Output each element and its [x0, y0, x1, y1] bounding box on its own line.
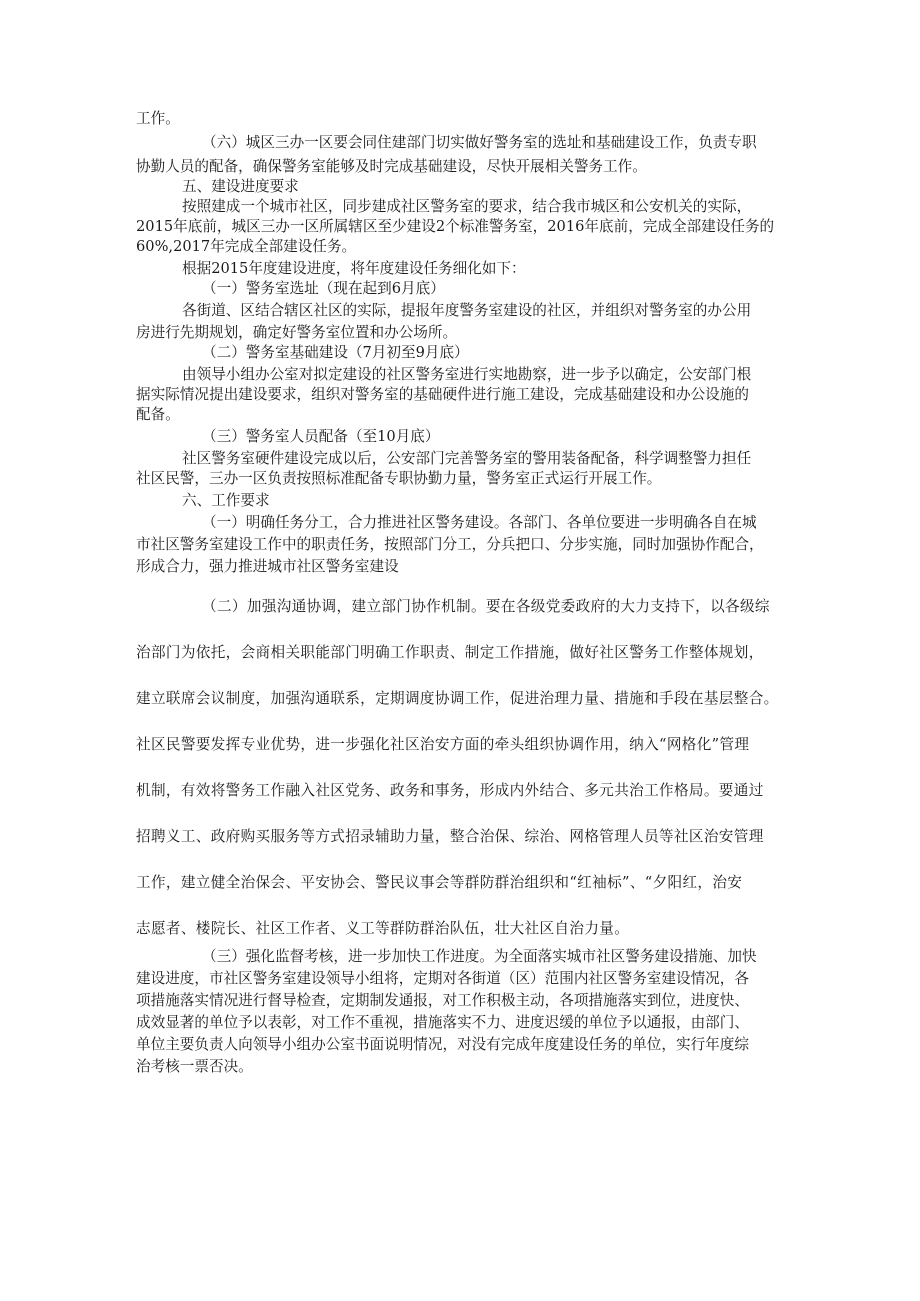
text-line: 机制，有效将警务工作融入社区党务、政务和事务，形成内外结合、多元共治工作格局。要通过 — [136, 782, 764, 799]
text-line: 形成合力，强力推进城市社区警务室建设 — [136, 558, 399, 575]
text-line: 成效显著的单位予以表彰，对工作不重视，措施落实不力、进度迟缓的单位予以通报，由部门、 — [136, 1014, 749, 1031]
text-line: 招聘义工、政府购买服务等方式招录辅助力量，整合治保、综治、网格管理人员等社区治安管理 — [136, 828, 764, 845]
text-line: 房进行先期规划，确定好警务室位置和办公场所。 — [136, 324, 458, 341]
text-line: 协勤人员的配备，确保警务室能够及时完成基础建设，尽快开展相关警务工作。 — [136, 158, 647, 175]
text-line: （一）明确任务分工，合力推进社区警务建设。各部门、各单位要进一步明确各自在城 — [202, 514, 757, 531]
text-line: 60%,2017年完成全部建设任务。 — [136, 238, 357, 255]
section-heading: 六、工作要求 — [182, 492, 270, 509]
section-heading: 五、建设进度要求 — [182, 178, 299, 195]
text-line: 社区民警要发挥专业优势，进一步强化社区治安方面的牵头组织协调作用，纳入“网格化”管理 — [136, 736, 750, 753]
text-line: 按照建成一个城市社区，同步建成社区警务室的要求，结合我市城区和公安机关的实际， — [182, 198, 752, 215]
text-line: 社区警务室硬件建设完成以后，公安部门完善警务室的警用装备配备，科学调整警力担任 — [182, 450, 752, 467]
text-line: 市社区警务室建设工作中的职责任务，按照部门分工，分兵把口、分步实施，同时加强协作配合， — [136, 536, 764, 553]
text-line: 社区民警，三办一区负责按照标准配备专职协勤力量，警务室正式运行开展工作。 — [136, 470, 662, 487]
text-line: 由领导小组办公室对拟定建设的社区警务室进行实地勘察，进一步予以确定，公安部门根 — [182, 366, 752, 383]
text-line: （二）加强沟通协调，建立部门协作机制。要在各级党委政府的大力支持下，以各级综 — [202, 598, 770, 615]
subsection-heading: （二）警务室基础建设（7月初至9月底） — [202, 344, 469, 361]
text-line: 志愿者、楼院长、社区工作者、义工等群防群治队伍，壮大社区自治力量。 — [136, 920, 630, 937]
subsection-heading: （三）警务室人员配备（至10月底） — [202, 428, 440, 445]
text-line: 据实际情况提出建设要求，组织对警务室的基础硬件进行施工建设，完成基础建设和办公设施的 — [136, 386, 749, 403]
text-line: 建立联席会议制度，加强沟通联系，定期调度协调工作，促进治理力量、措施和手段在基层整合。 — [136, 690, 779, 707]
text-line: 2015年底前，城区三办一区所属辖区至少建设2个标准警务室，2016年底前，完成全部建设任务的 — [136, 218, 775, 235]
text-line: 各街道、区结合辖区社区的实际，提报年度警务室建设的社区，并组织对警务室的办公用 — [182, 302, 752, 319]
text-line: （三）强化监督考核，进一步加快工作进度。为全面落实城市社区警务建设措施、加快 — [202, 948, 757, 965]
subsection-heading: （一）警务室选址（现在起到6月底） — [202, 280, 445, 297]
text-line: 项措施落实情况进行督导检查，定期制发通报，对工作积极主动，各项措施落实到位，进度快、 — [136, 992, 749, 1009]
text-line: 工作。 — [136, 110, 180, 127]
text-line: 单位主要负责人向领导小组办公室书面说明情况，对没有完成年度建设任务的单位，实行年度综 — [136, 1036, 749, 1053]
text-line: 建设进度，市社区警务室建设领导小组将，定期对各街道（区）范围内社区警务室建设情况，各 — [136, 970, 749, 987]
text-line: 配备。 — [136, 406, 180, 423]
text-line: （六）城区三办一区要会同住建部门切实做好警务室的选址和基础建设工作，负责专职 — [202, 134, 757, 151]
text-line: 治考核一票否决。 — [136, 1058, 253, 1075]
text-line: 工作，建立健全治保会、平安协会、警民议事会等群防群治组织和“红袖标”、“夕阳红，治安 — [136, 874, 743, 891]
text-line: 治部门为依托，会商相关职能部门明确工作职责、制定工作措施，做好社区警务工作整体规划， — [136, 644, 764, 661]
text-line: 根据2015年度建设进度，将年度建设任务细化如下： — [182, 260, 526, 277]
